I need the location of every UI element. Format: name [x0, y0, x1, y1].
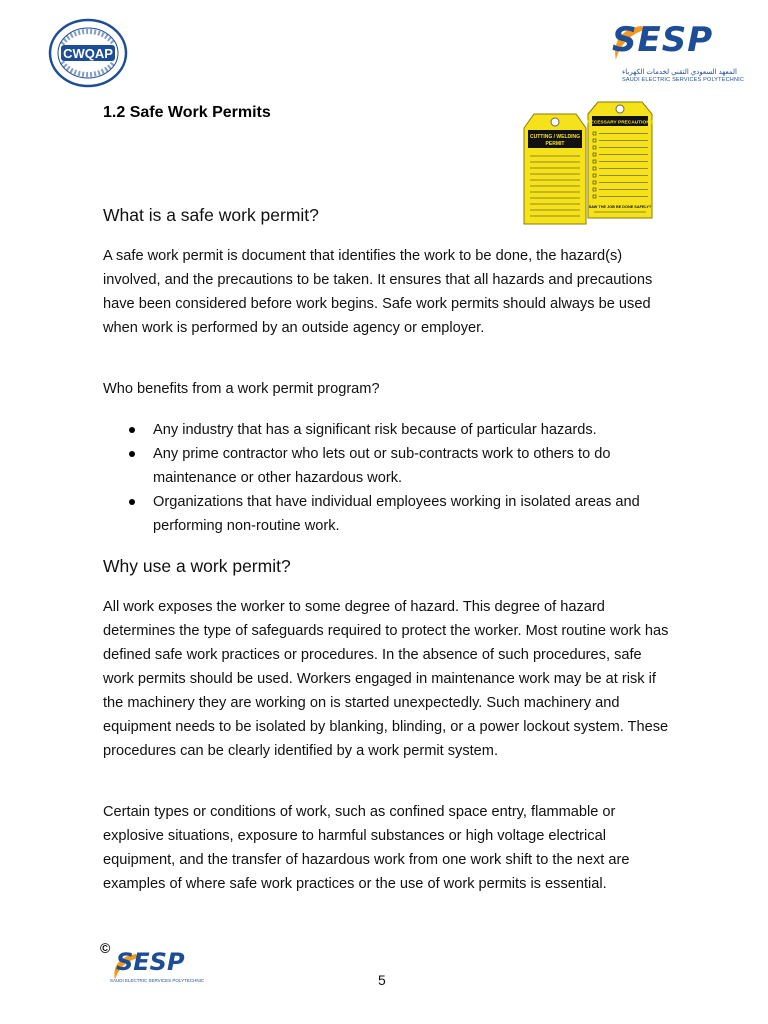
svg-text:SAW THE JOB BE DONE SAFELY?: SAW THE JOB BE DONE SAFELY?	[588, 205, 652, 209]
copyright-symbol: ©	[100, 940, 111, 956]
sesp-header-arabic: المعهد السعودي التقني لخدمات الكهرباء	[622, 69, 737, 76]
svg-text:NECESSARY PRECAUTIONS: NECESSARY PRECAUTIONS	[587, 120, 653, 126]
list-item	[103, 418, 673, 442]
what-is-permit-heading: What is a safe work permit?	[103, 205, 319, 225]
permit-tags-image	[520, 100, 655, 228]
why-use-paragraph-1: All work exposes the worker to some degree of hazard. This degree of hazard determines the type of safeguards required to protect the worker. Most routine work has defined safe work practices or procedures. In the absence of such procedures, safe work permits should be used. Workers engaged in maintenance work may be at risk if the machinery they are working on is started unexpectedly. Such machinery and equipment needs to be isolated by blanking, blinding, or a power lockout system. These procedures can be clearly identified by a work permit system.	[103, 599, 669, 759]
svg-text:PERMIT: PERMIT	[545, 141, 565, 147]
list-item-text: Organizations that have individual employees working in isolated areas and performing non-routine work.	[153, 494, 640, 534]
bullet-icon	[129, 427, 135, 433]
why-use-permit-heading: Why use a work permit?	[103, 556, 291, 576]
benefits-intro: Who benefits from a work permit program?	[103, 381, 380, 397]
sesp-header-logo	[612, 14, 745, 86]
footer-logo-word: SESP	[116, 948, 185, 976]
cutting-welding-tag	[524, 114, 586, 224]
bullet-icon	[129, 499, 135, 505]
footer-logo	[100, 940, 210, 990]
page-number: 5	[378, 972, 386, 988]
what-is-permit-paragraph: A safe work permit is document that identifies the work to be done, the hazard(s) involved, and the precautions to be taken. It ensures that all hazards and precautions have been considered before work begins. Safe work permits should always be used when work is performed by an outside agency or employer.	[103, 248, 653, 336]
necessary-precautions-tag	[587, 102, 654, 218]
footer-logo-subtext: SAUDI ELECTRIC SERVICES POLYTECHNIC	[110, 978, 205, 983]
sesp-header-english: SAUDI ELECTRIC SERVICES POLYTECHNIC	[622, 77, 745, 83]
section-title: 1.2 Safe Work Permits	[103, 104, 271, 121]
cwqap-logo	[48, 18, 128, 88]
why-use-paragraph-2: Certain types or conditions of work, such as confined space entry, flammable or explosive situations, exposure to harmful substances or high voltage electrical equipment, and the transfer of hazardous work from one work shift to the next are examples of where safe work practices or the use of work permits is essential.	[103, 804, 630, 892]
benefits-list	[103, 418, 673, 538]
list-item	[103, 490, 673, 538]
cwqap-logo-text: CWQAP	[63, 46, 113, 61]
list-item-text: Any industry that has a significant risk because of particular hazards.	[153, 422, 597, 438]
svg-text:CUTTING / WELDING: CUTTING / WELDING	[530, 134, 580, 140]
list-item-text: Any prime contractor who lets out or sub-contracts work to others to do maintenance or other hazardous work.	[153, 446, 611, 486]
list-item	[103, 442, 673, 490]
sesp-header-word: SESP	[612, 20, 714, 60]
bullet-icon	[129, 451, 135, 457]
